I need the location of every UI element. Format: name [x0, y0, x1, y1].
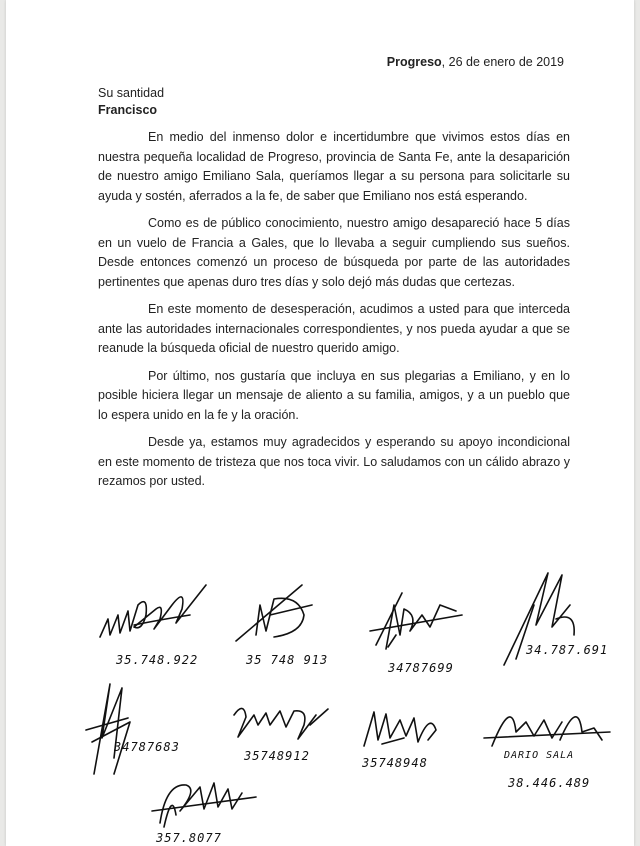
signature-number: 35748948 [362, 756, 428, 770]
paragraph-3: En este momento de desesperación, acudimos a usted para que interceda ante las autoridades internacionales correspondientes, y nos pueda ayudar a que se reanude la búsqueda oficial de nuestro querido amigo. [98, 302, 570, 355]
date-text: , 26 de enero de 2019 [441, 55, 564, 69]
signature-9 [146, 765, 286, 846]
signature-number: 35 748 913 [246, 653, 329, 667]
signature-number: 38.446.489 [508, 776, 591, 790]
signature-scribble [224, 695, 344, 755]
signature-number: 357.8077 [156, 831, 222, 845]
letter-page [6, 0, 634, 846]
signature-3 [366, 575, 496, 685]
signature-8 [482, 692, 622, 802]
signature-number: 35.748.922 [116, 653, 199, 667]
signature-scribble [94, 575, 244, 655]
signature-number: 34787683 [114, 740, 180, 754]
signature-number: 34787699 [388, 661, 454, 675]
signature-scribble [496, 565, 626, 675]
signature-scribble [482, 692, 622, 752]
signature-scribble [366, 575, 496, 665]
signature-1 [94, 575, 244, 675]
signature-name: DARIO SALA [504, 750, 575, 761]
signature-scribble [230, 575, 360, 655]
paragraph-2: Como es de público conocimiento, nuestro amigo desapareció hace 5 días en un vuelo de Francia a Gales, que lo llevaba a seguir cumpliendo sus sueños. Desde entonces comenzó un proceso de búsqueda por parte de las autoridades pertinentes que apenas duro tres días y solo dejó más dudas que certezas. [98, 216, 570, 289]
paragraph-4: Por último, nos gustaría que incluya en sus plegarias a Emiliano, y en lo posible hiciera llegar un mensaje de aliento a su familia, amigos, y a un pueblo que lo espera unido en la fe y la oración. [98, 368, 570, 422]
date-place: Progreso [386, 55, 442, 69]
signature-number: 34.787.691 [526, 643, 609, 657]
signature-scribble [352, 702, 472, 762]
signature-number: 35748912 [244, 749, 310, 763]
addressee-block [98, 85, 164, 119]
signature-scribble [146, 765, 286, 835]
greeting: Su santidad [98, 86, 165, 100]
signature-2 [230, 575, 360, 675]
letter-body [98, 128, 570, 500]
signature-4 [496, 565, 626, 685]
letter-date [387, 55, 564, 69]
recipient-name: Francisco [98, 103, 158, 117]
paragraph-5: Desde ya, estamos muy agradecidos y esperando su apoyo incondicional en este momento de tristeza que nos toca vivir. Lo saludamos con un cálido abrazo y rezamos por usted. [98, 435, 570, 488]
signature-7 [352, 702, 472, 792]
paragraph-1: En medio del inmenso dolor e incertidumbre que vivimos estos días en nuestra pequeña localidad de Progreso, provincia de Santa Fe, ante la desaparición de nuestro amigo Emiliano Sala, queríamos llegar a su persona para solicitarle su ayuda y sostén, aferrados a la fe, de saber que Emiliano nos está esperando. [98, 130, 570, 203]
